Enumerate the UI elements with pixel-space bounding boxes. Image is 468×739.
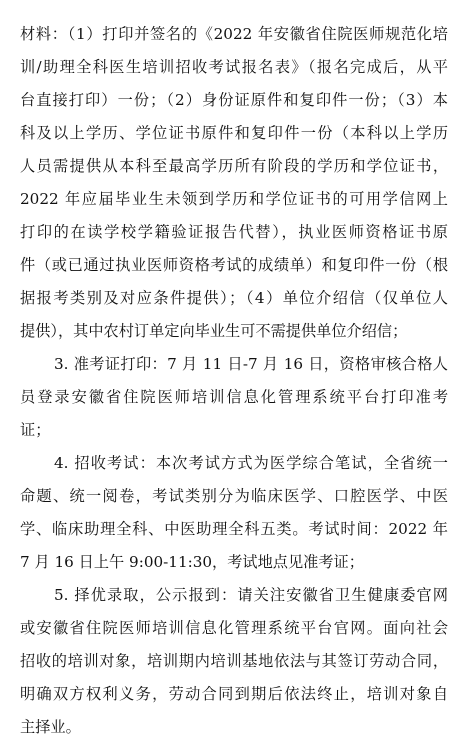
text-line: 打印的在读学校学籍验证报告代替），执业医师资格证书原	[20, 223, 448, 241]
section-heading-admission: 5. 择优录取，公示报到：请关注安徽省卫生健康委官网	[54, 586, 448, 604]
document-page	[20, 0, 448, 736]
text-line: 2022 年应届毕业生未领到学历和学位证书的可用学信网上	[20, 190, 448, 208]
text-line: 招收的培训对象，培训期内培训基地依法与其签订劳动合同，	[20, 652, 448, 670]
text-line: 主择业。	[20, 718, 81, 736]
text-line: 台直接打印）一份；（2）身份证原件和复印件一份；（3）本	[20, 91, 448, 109]
text-line: 学、临床助理全科、中医助理全科五类。考试时间：2022 年	[20, 520, 448, 538]
text-line: 证；	[20, 421, 51, 439]
text-line: 或安徽省住院医师培训信息化管理系统平台官网。面向社会	[20, 619, 448, 637]
text-line: 命题、统一阅卷，考试类别分为临床医学、口腔医学、中医	[20, 487, 448, 505]
text-line: 人员需提供从本科至最高学历所有阶段的学历和学位证书，	[20, 157, 448, 175]
text-line: 训/助理全科医生培训招收考试报名表》（报名完成后，从平	[20, 58, 448, 76]
text-line: 提供），其中农村订单定向毕业生可不需提供单位介绍信；	[20, 322, 408, 340]
text-line: 件（或已通过执业医师资格考试的成绩单）和复印件一份（根	[20, 256, 448, 274]
text-line: 科及以上学历、学位证书原件和复印件一份（本科以上学历	[20, 124, 448, 142]
text-line: 员登录安徽省住院医师培训信息化管理系统平台打印准考	[20, 388, 448, 406]
text-line: 7 月 16 日上午 9:00-11:30，考试地点见准考证；	[20, 553, 364, 571]
text-line: 材料：（1）打印并签名的《2022 年安徽省住院医师规范化培	[20, 25, 448, 43]
section-heading-exam: 4. 招收考试：本次考试方式为医学综合笔试，全省统一	[54, 454, 448, 472]
section-heading-admission-ticket: 3. 准考证打印：7 月 11 日-7 月 16 日，资格审核合格人	[54, 355, 448, 373]
text-line: 明确双方权利义务，劳动合同到期后依法终止，培训对象自	[20, 685, 448, 703]
text-line: 据报考类别及对应条件提供）；（4）单位介绍信（仅单位人	[20, 289, 448, 307]
